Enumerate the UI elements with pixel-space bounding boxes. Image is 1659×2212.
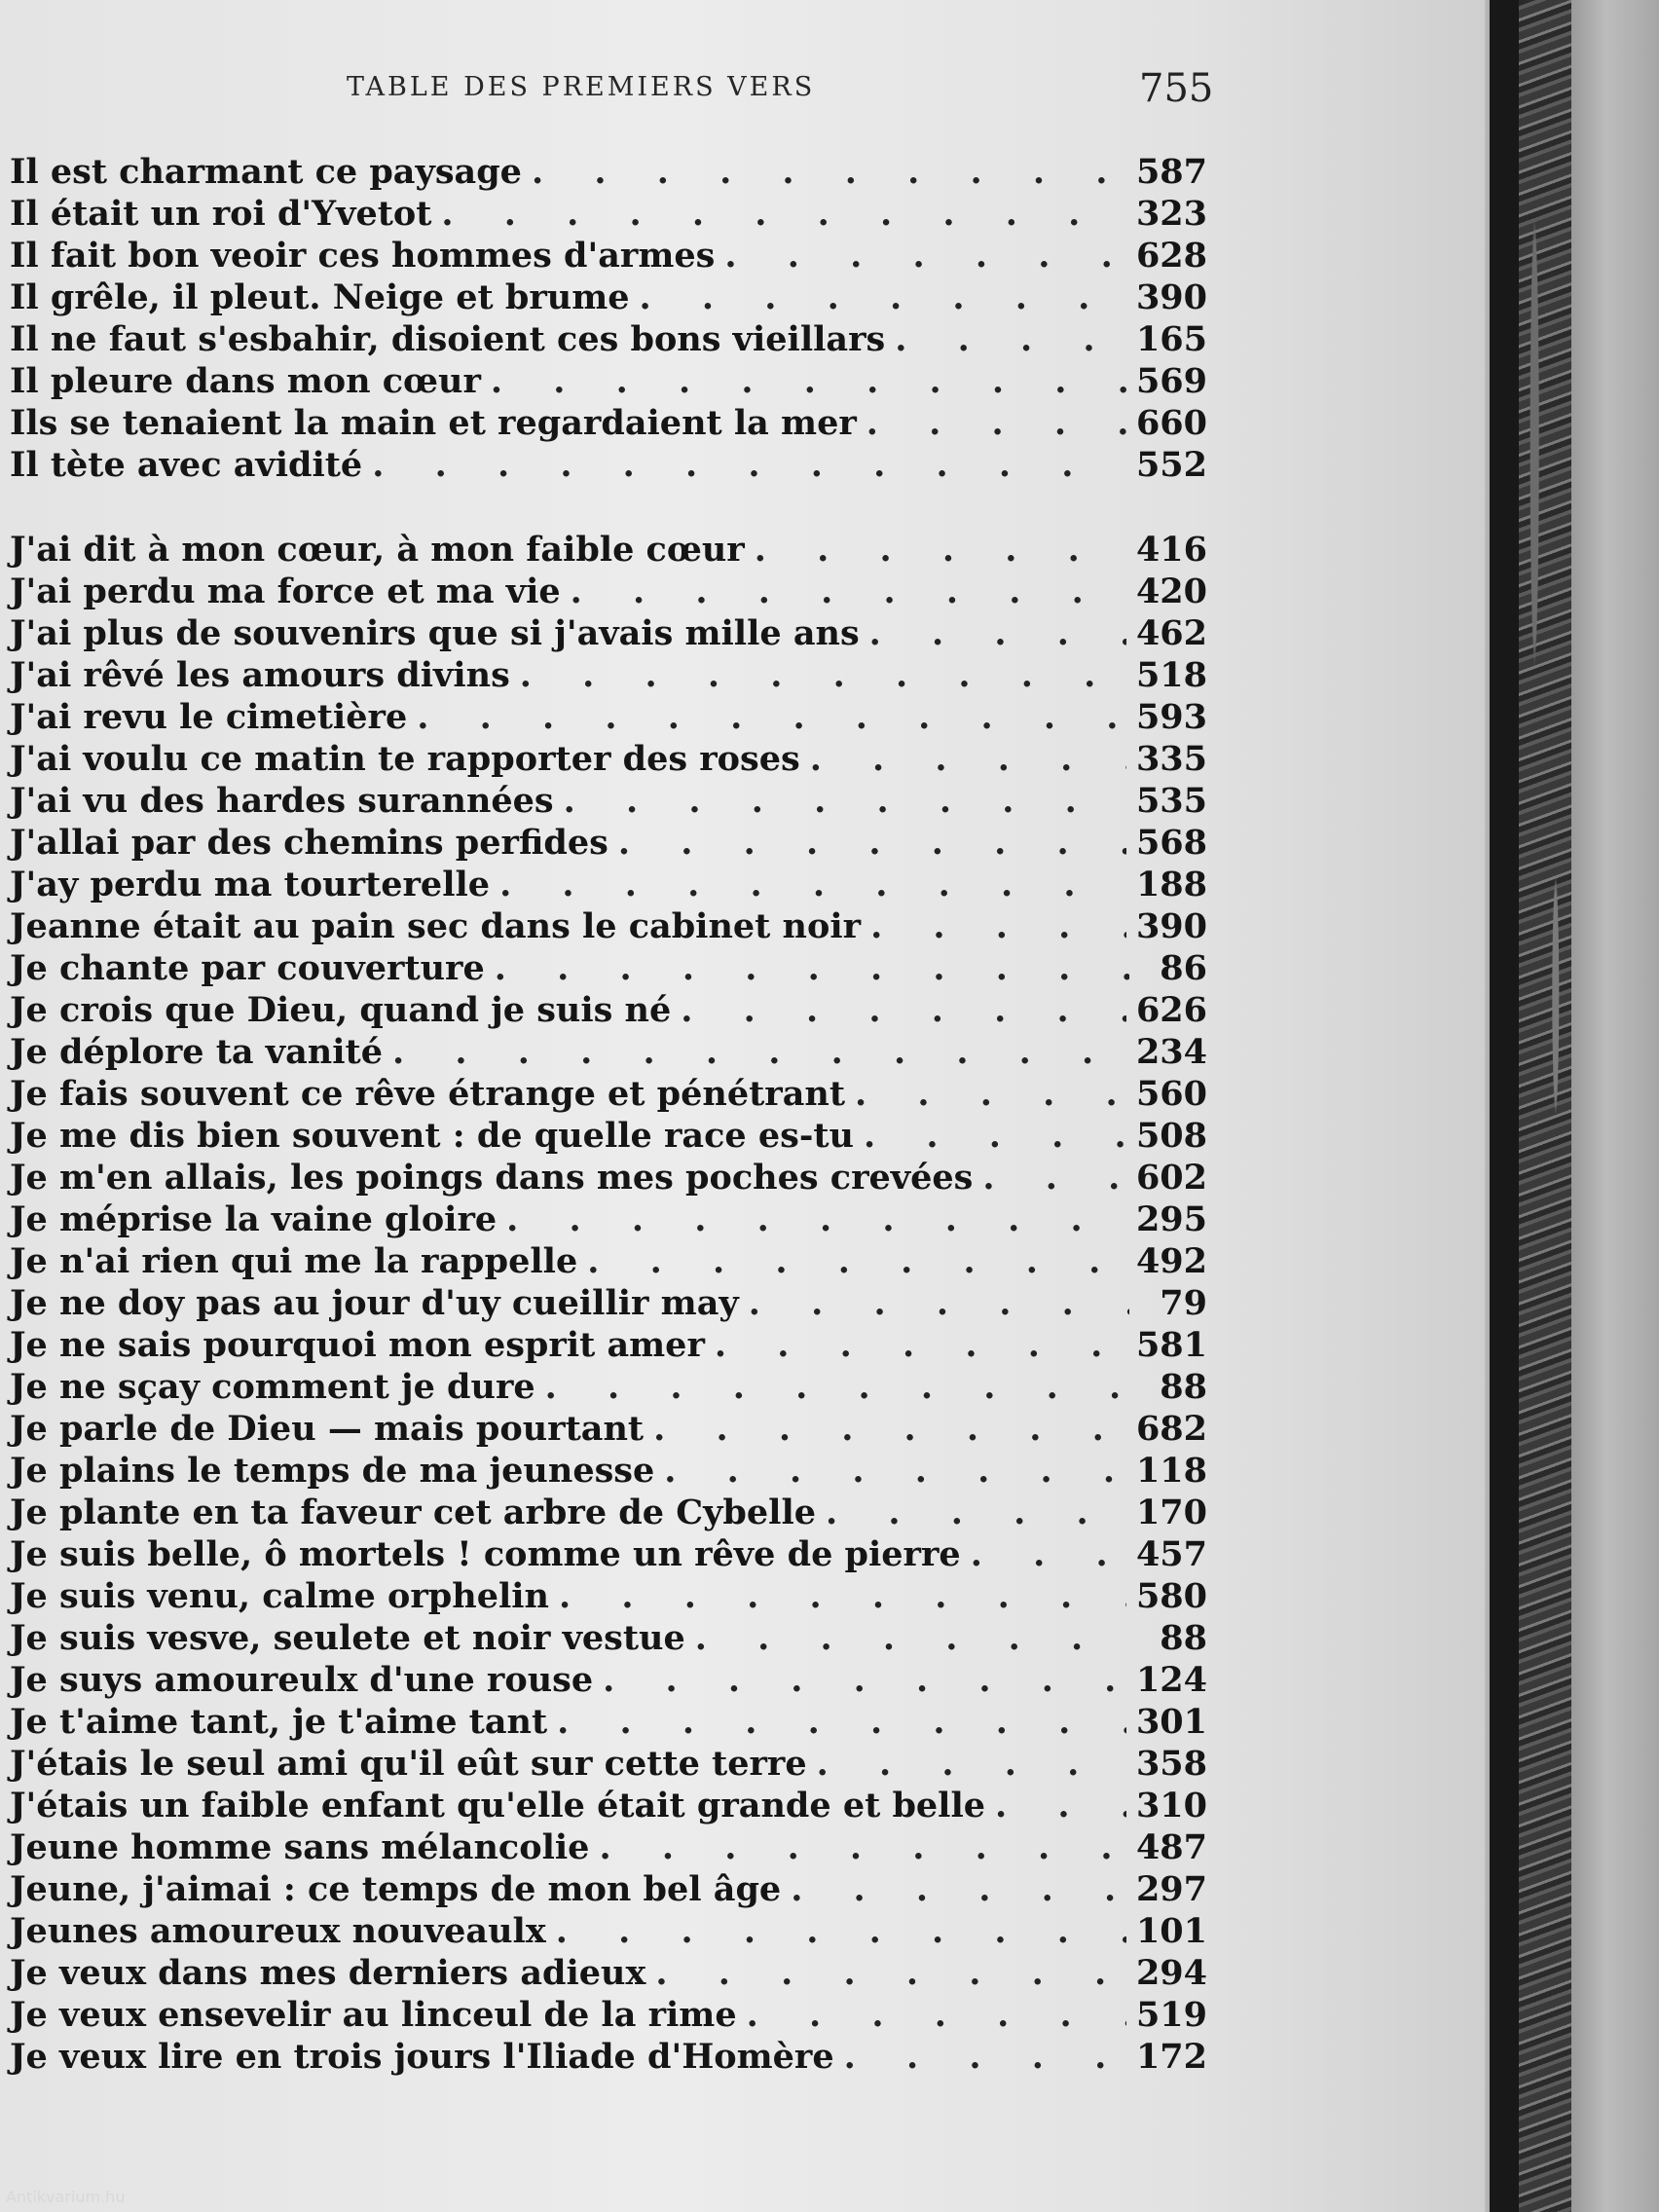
page-ref: 188 bbox=[1135, 865, 1207, 904]
verse-first-line: J'étais le seul ami qu'il eût sur cette terre bbox=[10, 1744, 807, 1784]
dot-leader bbox=[895, 318, 1126, 360]
page-ref: 323 bbox=[1135, 194, 1207, 234]
page-ref: 310 bbox=[1135, 1786, 1207, 1825]
index-entry bbox=[10, 612, 1207, 654]
page-ref: 234 bbox=[1135, 1032, 1207, 1072]
index-entry bbox=[10, 989, 1207, 1031]
index-entry bbox=[10, 529, 1207, 571]
index-entry bbox=[10, 402, 1207, 444]
page-ref: 297 bbox=[1135, 1869, 1207, 1909]
index-entry bbox=[10, 1450, 1207, 1492]
book-spine bbox=[1490, 0, 1519, 2212]
verse-first-line: J'ai perdu ma force et ma vie bbox=[10, 571, 561, 611]
index-entry bbox=[10, 822, 1207, 864]
index-entry bbox=[10, 1533, 1207, 1575]
verse-first-line: Je t'aime tant, je t'aime tant bbox=[10, 1702, 548, 1742]
index-entry bbox=[10, 654, 1207, 696]
dot-leader bbox=[564, 780, 1126, 822]
verse-first-line: Jeanne était au pain sec dans le cabinet noir bbox=[10, 906, 862, 946]
page-ref: 118 bbox=[1135, 1451, 1207, 1491]
verse-first-line: J'étais un faible enfant qu'elle était grande et belle bbox=[10, 1786, 986, 1825]
verse-first-line: Jeune, j'aimai : ce temps de mon bel âge bbox=[10, 1869, 782, 1909]
page-ref: 420 bbox=[1135, 571, 1207, 611]
index-entry bbox=[10, 1952, 1207, 1994]
dot-leader bbox=[982, 1157, 1126, 1198]
dot-leader bbox=[870, 905, 1126, 947]
dot-leader bbox=[747, 1994, 1126, 2036]
page-ref: 519 bbox=[1135, 1995, 1207, 2035]
verse-first-line: Je parle de Dieu — mais pourtant bbox=[10, 1409, 645, 1449]
dot-leader bbox=[653, 1408, 1126, 1450]
index-entry bbox=[10, 193, 1207, 235]
dot-leader bbox=[855, 1073, 1126, 1115]
background-surface bbox=[1571, 0, 1659, 2212]
page-ref: 518 bbox=[1135, 655, 1207, 695]
dot-leader bbox=[971, 1533, 1126, 1575]
dot-leader bbox=[545, 1366, 1129, 1408]
verse-first-line: J'ai voulu ce matin te rapporter des roses bbox=[10, 739, 800, 779]
index-entry bbox=[10, 1031, 1207, 1073]
dot-leader bbox=[559, 1575, 1126, 1617]
index-entry bbox=[10, 1240, 1207, 1282]
index-entry bbox=[10, 1282, 1207, 1324]
verse-first-line: Je méprise la vaine gloire bbox=[10, 1199, 498, 1239]
dot-leader bbox=[866, 402, 1126, 444]
index-entry bbox=[10, 1324, 1207, 1366]
index-entry bbox=[10, 1994, 1207, 2036]
index-entry bbox=[10, 235, 1207, 276]
page-ref: 172 bbox=[1135, 2037, 1207, 2077]
verse-first-line: Il tète avec avidité bbox=[10, 445, 363, 485]
verse-first-line: Je n'ai rien qui me la rappelle bbox=[10, 1241, 578, 1281]
index-entry bbox=[10, 738, 1207, 780]
page-ref: 552 bbox=[1135, 445, 1207, 485]
page-ref: 165 bbox=[1135, 319, 1207, 359]
running-title: TABLE DES PREMIERS VERS bbox=[347, 72, 816, 102]
page-ref: 390 bbox=[1135, 277, 1207, 317]
page-ref: 335 bbox=[1135, 739, 1207, 779]
verse-first-line: Je veux ensevelir au linceul de la rime bbox=[10, 1995, 737, 2035]
page-ref: 462 bbox=[1135, 613, 1207, 653]
dot-leader bbox=[506, 1198, 1126, 1240]
verse-first-line: Jeunes amoureux nouveaulx bbox=[10, 1911, 546, 1951]
verse-first-line: Je suys amoureulx d'une rouse bbox=[10, 1660, 594, 1700]
page-ref: 457 bbox=[1135, 1534, 1207, 1574]
verse-first-line: Je suis belle, ô mortels ! comme un rêve de pierre bbox=[10, 1534, 961, 1574]
index-entry bbox=[10, 905, 1207, 947]
page-ref: 88 bbox=[1160, 1367, 1207, 1407]
page-ref: 593 bbox=[1135, 697, 1207, 737]
dot-leader bbox=[995, 1785, 1126, 1826]
verse-first-line: Je plante en ta faveur cet arbre de Cybelle bbox=[10, 1493, 817, 1532]
index-entry bbox=[10, 1492, 1207, 1533]
page-ref: 587 bbox=[1135, 152, 1207, 192]
index-entry bbox=[10, 1785, 1207, 1826]
verse-first-line: Je suis vesve, seulete et noir vestue bbox=[10, 1618, 685, 1658]
index-entry bbox=[10, 1659, 1207, 1701]
dot-leader bbox=[791, 1868, 1126, 1910]
dot-leader bbox=[844, 2036, 1126, 2078]
dot-leader bbox=[715, 1324, 1126, 1366]
verse-first-line: Il était un roi d'Yvetot bbox=[10, 194, 432, 234]
index-entry bbox=[10, 1575, 1207, 1617]
dot-leader bbox=[810, 738, 1126, 780]
page-ref: 569 bbox=[1135, 361, 1207, 401]
dot-leader bbox=[755, 529, 1126, 571]
verse-first-line: Il fait bon veoir ces hommes d'armes bbox=[10, 236, 716, 276]
page-ref: 560 bbox=[1135, 1074, 1207, 1114]
verse-first-line: J'ai dit à mon cœur, à mon faible cœur bbox=[10, 530, 745, 570]
dot-leader bbox=[491, 360, 1126, 402]
index-entry bbox=[10, 780, 1207, 822]
dot-leader bbox=[571, 571, 1126, 612]
page-ref: 295 bbox=[1135, 1199, 1207, 1239]
dot-leader bbox=[495, 947, 1129, 989]
verse-first-line: J'ay perdu ma tourterelle bbox=[10, 865, 491, 904]
verse-first-line: Je ne sçay comment je dure bbox=[10, 1367, 535, 1407]
page-ref: 390 bbox=[1135, 906, 1207, 946]
verse-first-line: Je suis venu, calme orphelin bbox=[10, 1576, 550, 1616]
verse-first-line: Je crois que Dieu, quand je suis né bbox=[10, 990, 672, 1030]
page-ref: 101 bbox=[1135, 1911, 1207, 1951]
verse-first-line: Il pleure dans mon cœur bbox=[10, 361, 481, 401]
index-entry bbox=[10, 1743, 1207, 1785]
index-entry bbox=[10, 1910, 1207, 1952]
dot-leader bbox=[392, 1031, 1126, 1073]
verse-first-line: Je plains le temps de ma jeunesse bbox=[10, 1451, 655, 1491]
dot-leader bbox=[372, 444, 1126, 486]
page-ref: 358 bbox=[1135, 1744, 1207, 1784]
first-lines-index bbox=[10, 151, 1207, 2078]
verse-first-line: Je chante par couverture bbox=[10, 948, 485, 988]
watermark: Antikvarium.hu bbox=[6, 2188, 126, 2206]
index-entry bbox=[10, 864, 1207, 905]
verse-first-line: Je ne sais pourquoi mon esprit amer bbox=[10, 1325, 705, 1365]
dot-leader bbox=[681, 989, 1126, 1031]
verse-first-line: Je veux dans mes derniers adieux bbox=[10, 1953, 646, 1993]
page-ref: 660 bbox=[1135, 403, 1207, 443]
index-entry bbox=[10, 1366, 1207, 1408]
verse-first-line: J'allai par des chemins perfides bbox=[10, 823, 608, 863]
page-ref: 492 bbox=[1135, 1241, 1207, 1281]
verse-first-line: Jeune homme sans mélancolie bbox=[10, 1827, 590, 1867]
page-number: 755 bbox=[1139, 66, 1214, 111]
verse-first-line: Je veux lire en trois jours l'Iliade d'Homère bbox=[10, 2037, 834, 2077]
index-entry bbox=[10, 1157, 1207, 1198]
page-ref: 626 bbox=[1135, 990, 1207, 1030]
index-entry bbox=[10, 444, 1207, 486]
verse-first-line: Je ne doy pas au jour d'uy cueillir may bbox=[10, 1283, 739, 1323]
page-ref: 682 bbox=[1135, 1409, 1207, 1449]
dot-leader bbox=[499, 864, 1126, 905]
index-entry bbox=[10, 1617, 1207, 1659]
index-entry bbox=[10, 696, 1207, 738]
index-entry bbox=[10, 360, 1207, 402]
dot-leader bbox=[749, 1282, 1129, 1324]
verse-first-line: Il ne faut s'esbahir, disoient ces bons vieillars bbox=[10, 319, 886, 359]
dot-leader bbox=[826, 1492, 1126, 1533]
index-entry bbox=[10, 1826, 1207, 1868]
dot-leader bbox=[587, 1240, 1126, 1282]
group-separator bbox=[10, 486, 1207, 529]
marbled-cover-edge bbox=[1519, 0, 1571, 2212]
dot-leader bbox=[557, 1701, 1126, 1743]
dot-leader bbox=[640, 276, 1126, 318]
verse-first-line: J'ai revu le cimetière bbox=[10, 697, 408, 737]
dot-leader bbox=[520, 654, 1126, 696]
verse-first-line: J'ai vu des hardes surannées bbox=[10, 781, 554, 821]
verse-first-line: Ils se tenaient la main et regardaient la mer bbox=[10, 403, 857, 443]
verse-first-line: Il est charmant ce paysage bbox=[10, 152, 522, 192]
page-ref: 79 bbox=[1160, 1283, 1207, 1323]
verse-first-line: Je me dis bien souvent : de quelle race es-tu bbox=[10, 1116, 854, 1156]
page-ref: 581 bbox=[1135, 1325, 1207, 1365]
dot-leader bbox=[618, 822, 1126, 864]
index-entry bbox=[10, 2036, 1207, 2078]
verse-first-line: J'ai plus de souvenirs que si j'avais mille ans bbox=[10, 613, 860, 653]
page-ref: 170 bbox=[1135, 1493, 1207, 1532]
verse-first-line: Il grêle, il pleut. Neige et brume bbox=[10, 277, 630, 317]
page-ref: 628 bbox=[1135, 236, 1207, 276]
verse-first-line: Je déplore ta vanité bbox=[10, 1032, 383, 1072]
page-ref: 580 bbox=[1135, 1576, 1207, 1616]
index-entry bbox=[10, 1868, 1207, 1910]
verse-first-line: Je fais souvent ce rêve étrange et pénétrant bbox=[10, 1074, 845, 1114]
page-ref: 487 bbox=[1135, 1827, 1207, 1867]
page-ref: 294 bbox=[1135, 1953, 1207, 1993]
page-ref: 124 bbox=[1135, 1660, 1207, 1700]
page-ref: 88 bbox=[1160, 1618, 1207, 1658]
dot-leader bbox=[417, 696, 1126, 738]
page-header bbox=[0, 66, 1485, 125]
page-ref: 416 bbox=[1135, 530, 1207, 570]
dot-leader bbox=[599, 1826, 1125, 1868]
page-ref: 508 bbox=[1135, 1116, 1207, 1156]
dot-leader bbox=[724, 235, 1126, 276]
dot-leader bbox=[532, 151, 1126, 193]
dot-leader bbox=[695, 1617, 1129, 1659]
dot-leader bbox=[869, 612, 1126, 654]
page-ref: 301 bbox=[1135, 1702, 1207, 1742]
dot-leader bbox=[817, 1743, 1126, 1785]
index-entry bbox=[10, 947, 1207, 989]
dot-leader bbox=[864, 1115, 1126, 1157]
page-ref: 602 bbox=[1135, 1158, 1207, 1198]
page-ref: 535 bbox=[1135, 781, 1207, 821]
dot-leader bbox=[441, 193, 1126, 235]
index-entry bbox=[10, 571, 1207, 612]
index-entry bbox=[10, 1198, 1207, 1240]
page-ref: 568 bbox=[1135, 823, 1207, 863]
index-entry bbox=[10, 1701, 1207, 1743]
verse-first-line: Je m'en allais, les poings dans mes poches crevées bbox=[10, 1158, 974, 1198]
dot-leader bbox=[556, 1910, 1126, 1952]
index-entry bbox=[10, 1115, 1207, 1157]
dot-leader bbox=[603, 1659, 1126, 1701]
index-entry bbox=[10, 276, 1207, 318]
index-entry bbox=[10, 1073, 1207, 1115]
verse-first-line: J'ai rêvé les amours divins bbox=[10, 655, 510, 695]
index-entry bbox=[10, 318, 1207, 360]
index-entry bbox=[10, 1408, 1207, 1450]
page-ref: 86 bbox=[1160, 948, 1207, 988]
dot-leader bbox=[655, 1952, 1126, 1994]
dot-leader bbox=[664, 1450, 1126, 1492]
index-entry bbox=[10, 151, 1207, 193]
